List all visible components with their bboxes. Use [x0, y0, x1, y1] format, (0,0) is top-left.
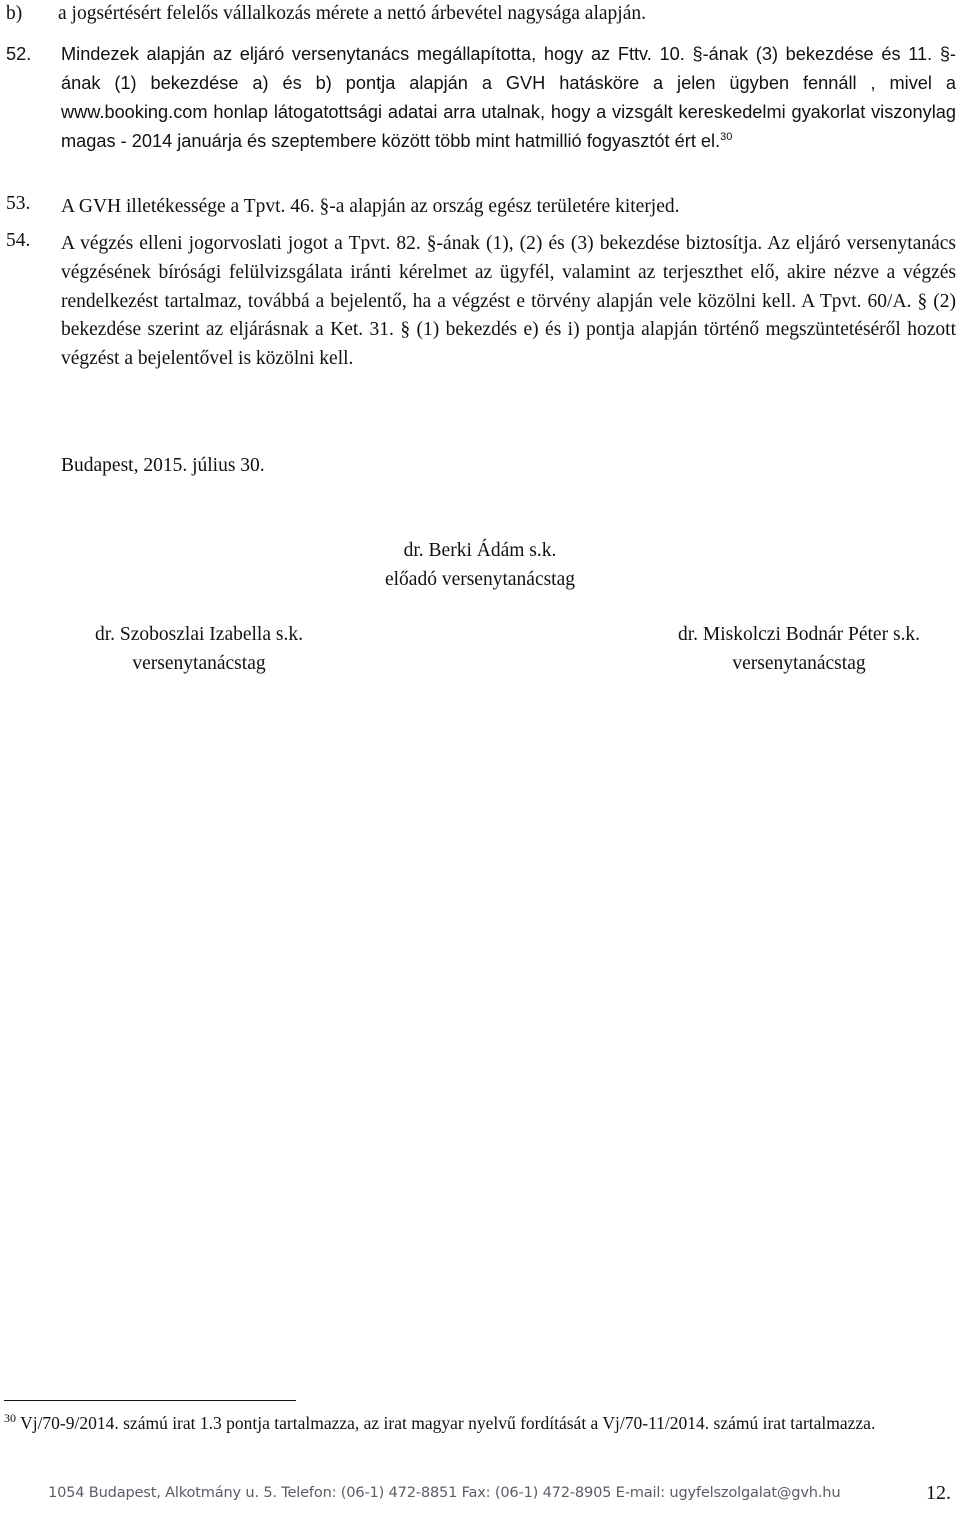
- signature-role: előadó versenytanácstag: [384, 569, 576, 590]
- paragraph-text: Mindezek alapján az eljáró versenytanács megállapította, hogy az Fttv. 10. §-ának (3) bekezdése és 11. §-ának (1) bekezdése a) és b) pontja alapján a GVH hatásköre a jelen ügyben fennáll , mivel a www.booking.com honlap látogatottsági adatai arra utalnak, hogy a vizsgált kereskedelmi gyakorlat viszonylag magas - 2014 januárja és szeptembere között több mint hatmillió fogyasztót ért el.: [61, 44, 956, 151]
- paragraph-52: [6, 40, 956, 156]
- list-item-b: [6, 3, 946, 25]
- date-line: Budapest, 2015. július 30.: [61, 455, 265, 476]
- footnote-divider: [4, 1400, 296, 1401]
- page-number: 12.: [926, 1482, 951, 1504]
- footnote-number: 30: [4, 1411, 16, 1426]
- list-item-text: a jogsértésért felelős vállalkozás mérete a nettó árbevétel nagysága alapján.: [58, 3, 646, 24]
- paragraph-text: A végzés elleni jogorvoslati jogot a Tpvt. 82. §-ának (1), (2) és (3) bekezdése biztosítja. Az eljáró versenytanács végzésének bírósági felülvizsgálata iránti kérelmet az ügyfél, valamint az terjeszthet elő, akire nézve a végzés rendelkezést tartalmaz, továbbá a bejelentő, ha a végzést e törvény alapján vele közölni kell. A Tpvt. 60/A. § (2) bekezdése szerint az eljárásnak a Ket. 31. § (1) bekezdés e) és i) pontja alapján történő megszüntetéséről hozott végzést a bejelentővel is közölni kell.: [61, 233, 956, 370]
- signature-left: [59, 620, 339, 678]
- signature-name: dr. Berki Ádám s.k.: [403, 540, 557, 561]
- signature-name: dr. Miskolczi Bodnár Péter s.k.: [677, 624, 921, 645]
- signature-right: [640, 620, 958, 678]
- paragraph-number: 53.: [6, 193, 31, 214]
- paragraph-number: 52.: [6, 44, 32, 64]
- footnote-reference[interactable]: 30: [720, 130, 733, 143]
- footnote: [4, 1411, 956, 1435]
- footnote-text: Vj/70-9/2014. számú irat 1.3 pontja tartalmazza, az irat magyar nyelvű fordítását a Vj/70-11/2014. számú irat tartalmazza.: [20, 1413, 876, 1433]
- signature-role: versenytanácstag: [732, 653, 866, 674]
- paragraph-text: A GVH illetékessége a Tpvt. 46. §-a alapján az ország egész területére kiterjed.: [61, 196, 680, 217]
- paragraph-number: 54.: [6, 230, 31, 251]
- signature-role: versenytanácstag: [132, 653, 266, 674]
- signature-name: dr. Szoboszlai Izabella s.k.: [95, 624, 303, 645]
- paragraph-53: [6, 193, 956, 222]
- paragraph-54: [6, 230, 956, 374]
- signature-main: [280, 536, 680, 594]
- page-footer: 1054 Budapest, Alkotmány u. 5. Telefon: (06-1) 472-8851 Fax: (06-1) 472-8905 E-mail: ugyfelszolgalat@gvh.hu: [48, 1484, 841, 1501]
- list-item-label: b): [6, 3, 23, 24]
